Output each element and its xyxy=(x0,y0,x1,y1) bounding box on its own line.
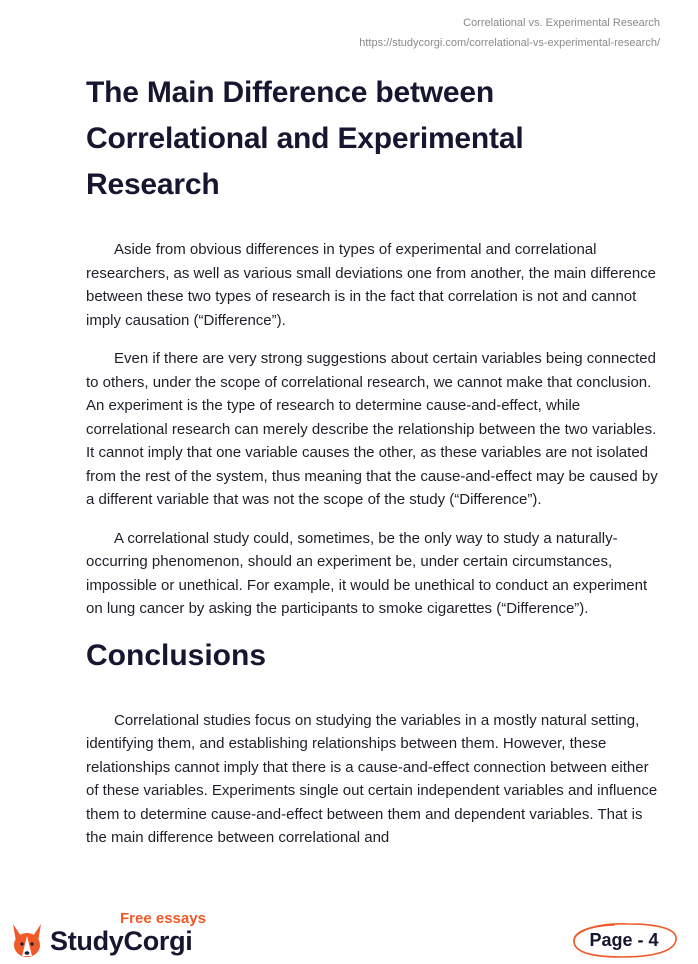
source-url-link[interactable]: https://studycorgi.com/correlational-vs-experimental-research/ xyxy=(359,37,660,49)
logo-wordmark: StudyCorgi xyxy=(50,926,193,956)
page-header xyxy=(359,13,660,53)
section-heading-conclusions: Conclusions xyxy=(86,638,267,672)
logo-tagline: Free essays xyxy=(120,910,206,927)
heading-line: The Main Difference between xyxy=(86,76,495,109)
document-body xyxy=(86,70,660,865)
paragraph: A correlational study could, sometimes, be the only way to study a naturally-occurring phenomenon, should an experiment be, under certain circumstances, impossible or unethical. For example, it would be unethical to conduct an experiment on lung cancer by asking the participants to smoke cigarettes (“Difference”). xyxy=(86,529,648,617)
paragraph: Correlational studies focus on studying the variables in a mostly natural setting, identifying them, and establishing relationships between them. However, these relationships cannot imply that there is a cause-and-effect connection between either of these variables. Experiments single out certain independent variables and influence them to determine cause-and-effect between them and dependent variables. That is the main difference between correlational and xyxy=(86,711,658,846)
heading-line: Research xyxy=(86,168,220,201)
document-title: Correlational vs. Experimental Research xyxy=(463,17,660,29)
heading-line: Correlational and Experimental xyxy=(86,122,524,155)
paragraph: Even if there are very strong suggestions about certain variables being connected to others, under the scope of correlational research, we cannot make that conclusion. An experiment is the type of research to determine cause-and-effect, while correlational research can merely describe the relationship between the two variables. It cannot imply that one variable causes the other, as these variables are not isolated from the rest of the system, thus meaning that the cause-and-effect may be caused by a different variable that was not the scope of the study (“Difference”). xyxy=(86,350,658,508)
section-heading-main xyxy=(86,70,660,208)
paragraph: Aside from obvious differences in types of experimental and correlational researchers, as well as various small deviations one from another, the main difference between these two types of research is in the fact that correlation is not and cannot imply causation (“Difference”). xyxy=(86,241,657,329)
corgi-logo-icon xyxy=(10,920,44,960)
page-number-badge xyxy=(566,920,682,960)
studycorgi-logo[interactable] xyxy=(10,910,240,960)
page-number-label: Page - 4 xyxy=(589,929,659,950)
